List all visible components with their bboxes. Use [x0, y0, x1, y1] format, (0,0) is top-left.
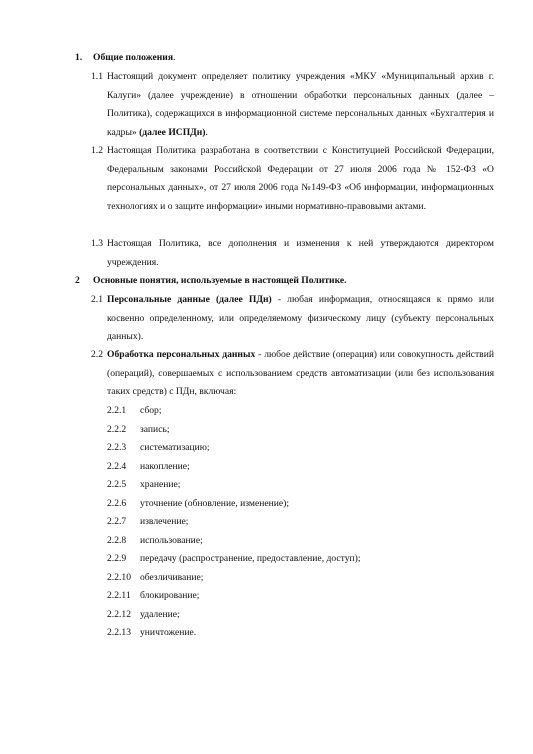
paragraph-1-1	[91, 68, 494, 142]
list-item-text: запись;	[140, 424, 170, 435]
section-2-title: Основные понятия, используемые в настоящей Политике.	[93, 275, 347, 286]
term-data-processing: Обработка персональных данных	[107, 349, 256, 360]
list-item-number: 2.2.8	[107, 535, 127, 546]
section-1-number: 1.	[75, 52, 83, 63]
list-item-number: 2.2.11	[107, 590, 131, 601]
paragraph-number: 2.2	[91, 349, 103, 360]
section-1-heading	[75, 49, 495, 68]
paragraph-2-2	[91, 346, 494, 402]
list-item-2-2-8	[107, 532, 487, 551]
list-item-2-2-6	[107, 495, 487, 514]
list-item-2-2-2	[107, 421, 487, 440]
paragraph-2-1	[91, 291, 494, 347]
list-item-2-2-9	[107, 550, 487, 569]
list-item-2-2-1	[107, 402, 487, 421]
list-item-2-2-5	[107, 476, 487, 495]
list-item-number: 2.2.13	[107, 627, 131, 638]
list-item-number: 2.2.5	[107, 479, 127, 490]
list-item-number: 2.2.12	[107, 609, 131, 620]
list-item-number: 2.2.7	[107, 516, 127, 527]
paragraph-1-3	[91, 235, 494, 272]
list-item-text: удаление;	[140, 609, 180, 620]
list-item-number: 2.2.3	[107, 442, 127, 453]
section-2-heading	[75, 272, 495, 291]
paragraph-1-2	[91, 142, 494, 216]
list-item-2-2-7	[107, 513, 487, 532]
list-item-text: обезличивание;	[140, 572, 204, 583]
section-2-number: 2	[75, 275, 80, 286]
paragraph-text: Настоящая Политика, все дополнения и изменения к ней утверждаются директором учреждения.	[107, 238, 494, 268]
list-item-text: накопление;	[140, 461, 190, 472]
list-item-text: использование;	[140, 535, 203, 546]
list-item-2-2-4	[107, 458, 487, 477]
paragraph-number: 1.3	[91, 238, 103, 249]
paragraph-number: 1.2	[91, 145, 103, 156]
list-item-text: блокирование;	[140, 590, 200, 601]
paragraph-number: 2.1	[91, 294, 103, 305]
paragraph-bold-abbr: (далее ИСПДн)	[139, 126, 206, 138]
list-item-text: уничтожение.	[140, 627, 197, 638]
list-item-number: 2.2.2	[107, 424, 127, 435]
paragraph-end: .	[205, 126, 208, 138]
list-item-number: 2.2.9	[107, 553, 127, 564]
section-1-title: Общие положения	[93, 52, 174, 63]
list-item-2-2-13	[107, 624, 487, 643]
list-item-text: сбор;	[140, 405, 162, 416]
section-1-title-period: .	[173, 52, 176, 63]
paragraph-text: Настоящий документ определяет политику учреждения «МКУ «Муниципальный архив г. Калуги» (далее учреждение) в отношении обработки персональных данных (далее – Политика), содержащихся в информационной системе персональных данных «Бухгалтерия и кадры»	[107, 71, 494, 138]
list-item-number: 2.2.10	[107, 572, 131, 583]
paragraph-text: Настоящая Политика разработана в соответствии с Конституцией Российской Федерации, Федеральным законами Российской Федерации от 27 июля 2006 года № 152-ФЗ «О персональных данных», от 27 июля 2006 года №149-ФЗ «Об информации, информационных технологиях и о защите информации» иными нормативно-правовыми актами.	[107, 145, 494, 212]
paragraph-text: - любое действие (операция) или совокупность действий (операций), совершаемых с использованием средств автоматизации (или без использования таких средств) с ПДн, включая:	[107, 349, 494, 398]
term-personal-data: Персональные данные (далее ПДн)	[107, 294, 272, 305]
list-item-text: передачу (распространение, предоставление, доступ);	[140, 553, 361, 564]
list-item-2-2-10	[107, 569, 487, 588]
list-item-text: хранение;	[140, 479, 181, 490]
list-item-text: извлечение;	[140, 516, 189, 527]
list-item-text: систематизацию;	[140, 442, 210, 453]
list-item-2-2-11	[107, 587, 487, 606]
list-item-2-2-12	[107, 606, 487, 625]
list-item-number: 2.2.4	[107, 461, 127, 472]
list-item-number: 2.2.1	[107, 405, 127, 416]
list-item-number: 2.2.6	[107, 498, 127, 509]
paragraph-number: 1.1	[91, 71, 103, 82]
paragraph-text: - любая информация, относящаяся к прямо или косвенно определенному, или определяемому физическому лицу (субъекту персональных данных).	[107, 294, 494, 343]
list-item-2-2-3	[107, 439, 487, 458]
list-item-text: уточнение (обновление, изменение);	[140, 498, 290, 509]
